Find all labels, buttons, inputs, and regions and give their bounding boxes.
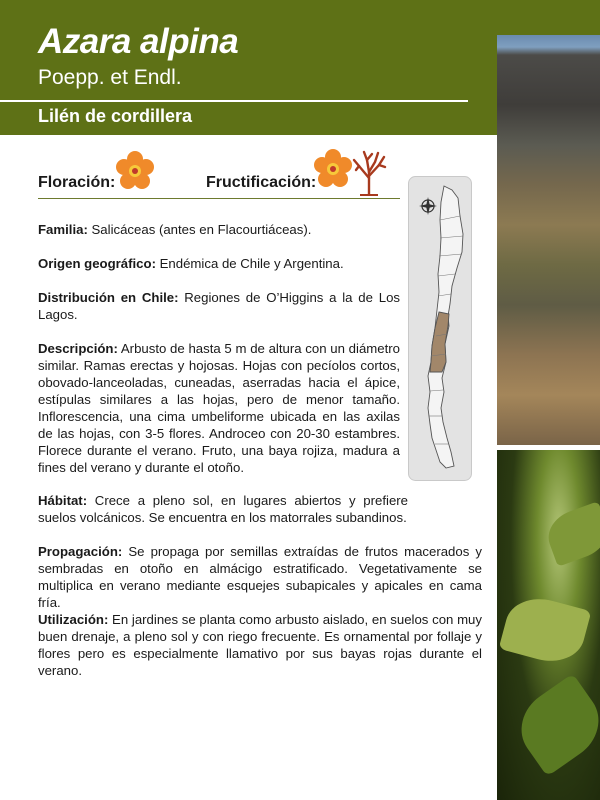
section-text: Regiones de O’Higgins a la de Los Lagos.	[38, 290, 400, 322]
section-text: Salicáceas (antes en Flacourtiáceas).	[87, 222, 312, 237]
section-distribucion	[38, 289, 400, 323]
common-name: Lilén de cordillera	[38, 106, 193, 126]
section-label: Utilización:	[38, 612, 109, 627]
section-text: Crece a pleno sol, en lugares abiertos y prefiere suelos volcánicos. Se encuentra en los matorrales subandinos.	[38, 493, 408, 525]
section-utilizacion	[38, 611, 482, 679]
fruiting-label: Fructificación:	[206, 174, 317, 191]
section-propagacion	[38, 543, 482, 611]
section-habitat	[38, 492, 408, 526]
section-label: Hábitat:	[38, 493, 88, 508]
section-label: Propagación:	[38, 544, 123, 559]
section-label: Origen geográfico:	[38, 256, 156, 271]
section-text: Se propaga por semillas extraídas de frutos macerados y sembradas en otoño en almácigo estratificado. Vegetativamente se multiplica en verano mediante esquejes subapicales y apicales en cama fría.	[38, 544, 482, 610]
section-text: Arbusto de hasta 5 m de altura con un diámetro similar. Ramas erectas y hojosas. Hojas con pecíolos cortos, obovado-lanceoladas, cuneadas, aserradas hacia el ápice, estípulas similares a las hojas, pero de menor tamaño. Inflorescencia, una cima umbeliforme ubicada en las axilas de las hojas, con 3-5 flores. Androceo con 20-30 estambres. Florece durante el verano. Fruto, una baya rojiza, madura a fines del verano y durante el otoño.	[38, 341, 400, 475]
section-text: En jardines se planta como arbusto aislado, en suelos con muy buen drenaje, a pleno sol y con riego frecuente. Es ornamental por follaje y flores pero es especialmente llamativo por sus bayas rojas durante el verano.	[38, 612, 482, 678]
header-divider	[0, 100, 468, 102]
section-descripcion	[38, 340, 400, 476]
species-author: Poepp. et Endl.	[38, 66, 182, 89]
section-text: Endémica de Chile y Argentina.	[155, 256, 344, 271]
section-familia	[38, 221, 418, 238]
bare-tree-icon	[348, 148, 390, 196]
flowering-label: Floración:	[38, 174, 116, 191]
phenology-divider	[38, 198, 400, 199]
section-label: Descripción:	[38, 341, 118, 356]
species-title: Azara alpina	[38, 22, 239, 61]
habitat-photo	[497, 35, 600, 445]
section-origen	[38, 255, 418, 272]
section-label: Distribución en Chile:	[38, 290, 179, 305]
section-label: Familia:	[38, 222, 88, 237]
flower-icon	[114, 150, 156, 192]
